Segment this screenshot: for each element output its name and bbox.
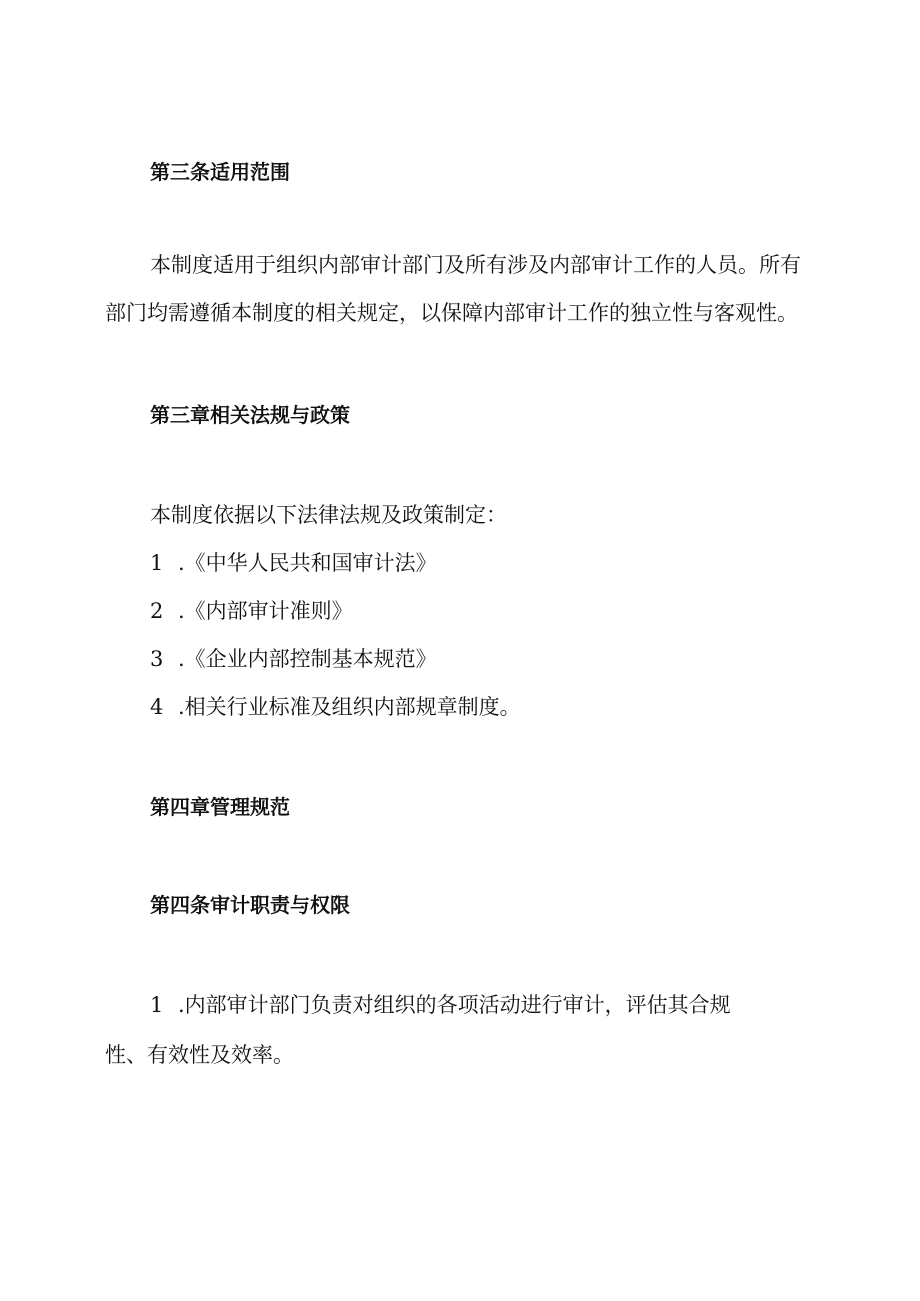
list-item-text: .《企业内部控制基本规范》 <box>178 647 437 671</box>
list-item-number: 1 <box>150 551 164 575</box>
list-item-text: .《中华人民共和国审计法》 <box>178 551 437 575</box>
section-3-paragraph-line-1: 本制度适用于组织内部审计部门及所有涉及内部审计工作的人员。所有 <box>150 253 801 277</box>
section-3-heading: 第三条适用范围 <box>150 160 290 184</box>
list-item-number: 1 <box>150 993 164 1017</box>
list-item-text: .内部审计部门负责对组织的各项活动进行审计，评估其合规 <box>178 993 731 1017</box>
list-item <box>150 596 353 626</box>
chapter-3-intro: 本制度依据以下法律法规及政策制定： <box>150 503 507 527</box>
list-item-number: 2 <box>150 599 164 623</box>
list-item <box>150 548 437 578</box>
chapter-3-heading: 第三章相关法规与政策 <box>150 403 350 427</box>
list-item-text: .《内部审计准则》 <box>178 599 353 623</box>
section-3-paragraph-line-2: 部门均需遵循本制度的相关规定，以保障内部审计工作的独立性与客观性。 <box>105 301 798 325</box>
list-item-text: .相关行业标准及组织内部规章制度。 <box>178 695 521 719</box>
section-4-item-1-line-2: 性、有效性及效率。 <box>105 1043 294 1067</box>
list-item-number: 4 <box>150 695 164 719</box>
section-4-item-1-line-1 <box>150 990 731 1020</box>
list-item-number: 3 <box>150 647 164 671</box>
list-item <box>150 644 437 674</box>
chapter-4-heading: 第四章管理规范 <box>150 795 290 819</box>
list-item <box>150 692 521 722</box>
section-4-heading: 第四条审计职责与权限 <box>150 893 350 917</box>
